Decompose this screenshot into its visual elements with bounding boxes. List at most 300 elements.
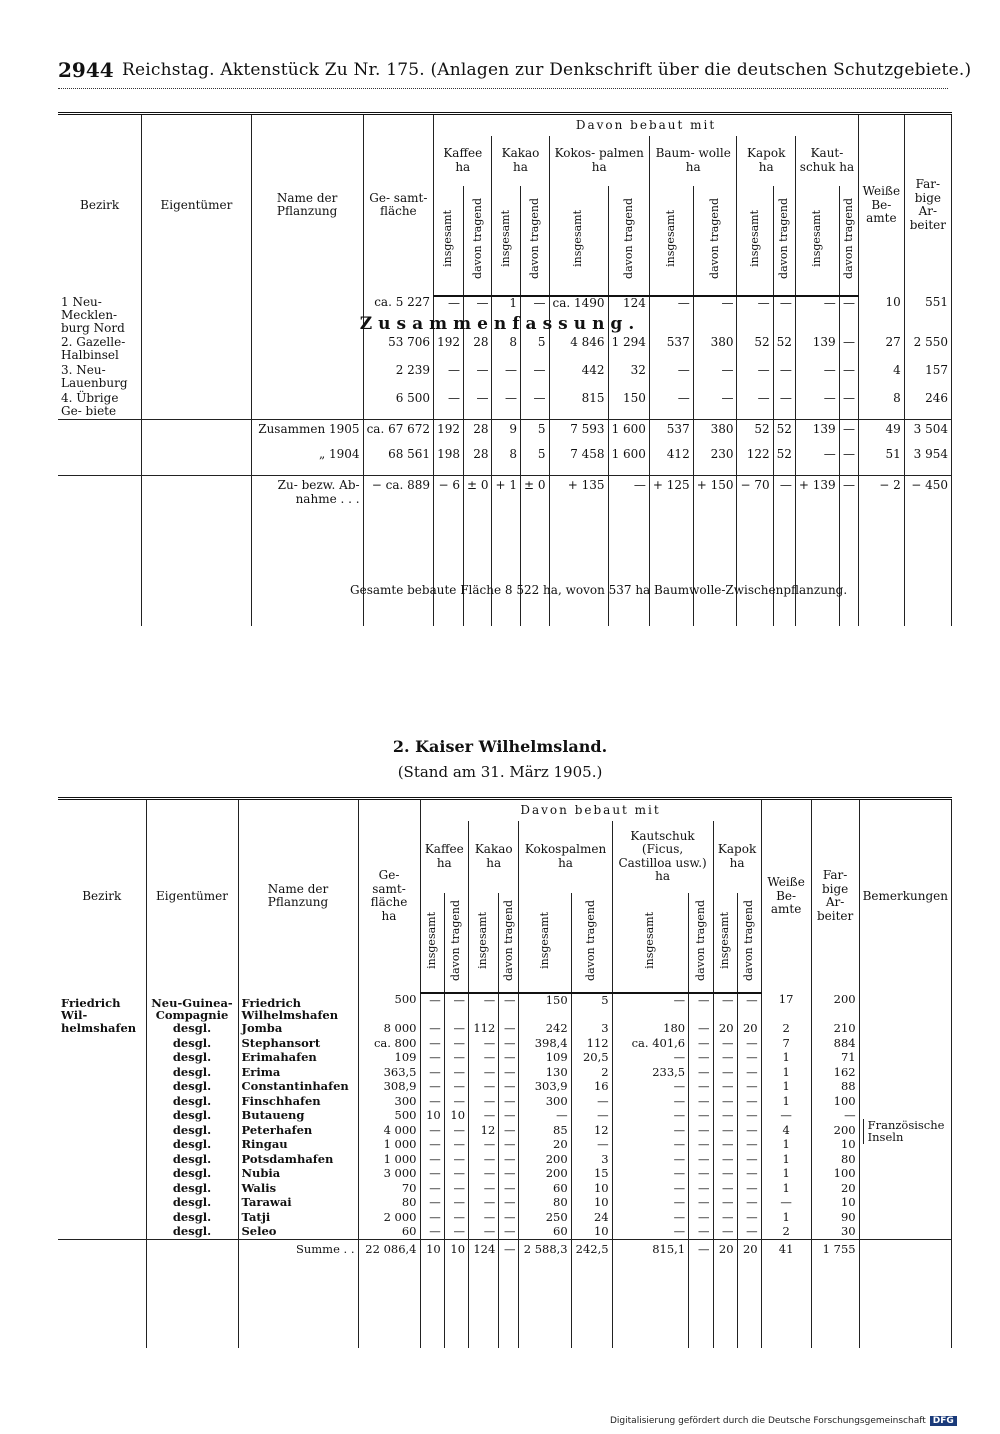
value-cell: 20 bbox=[713, 1240, 737, 1256]
gesamt-cell: 4 000 bbox=[358, 1124, 420, 1139]
filler-cell bbox=[904, 506, 951, 626]
value-cell: 2 588,3 bbox=[519, 1240, 571, 1256]
value-cell: 398,4 bbox=[519, 1037, 571, 1052]
value-cell: — bbox=[571, 1095, 612, 1110]
value-cell: — bbox=[444, 1124, 468, 1139]
value-cell: 12 bbox=[571, 1124, 612, 1139]
page-number: 2944 bbox=[58, 58, 114, 82]
col-eigentuemer: Eigentümer bbox=[146, 799, 238, 993]
value-cell: — bbox=[608, 476, 649, 506]
pflanzung-name-cell: Ringau bbox=[238, 1138, 358, 1153]
subheader bbox=[521, 186, 550, 296]
weisse-cell: 1 bbox=[761, 1167, 811, 1182]
subheader-label: insgesamt bbox=[571, 209, 585, 267]
farbige-cell: 246 bbox=[904, 392, 951, 420]
value-cell: — bbox=[689, 1196, 713, 1211]
pflanzung-name-cell: Peterhafen bbox=[238, 1124, 358, 1139]
value-cell: — bbox=[737, 1182, 761, 1197]
value-cell: — bbox=[612, 1109, 689, 1124]
subheader-label: insgesamt bbox=[810, 209, 824, 267]
value-cell: — bbox=[737, 1225, 761, 1240]
filler-cell bbox=[761, 1256, 811, 1348]
value-cell: — bbox=[420, 1066, 444, 1081]
subheader-label: davon tragend bbox=[841, 197, 855, 279]
value-cell: — bbox=[463, 392, 492, 420]
name-cell bbox=[251, 336, 363, 364]
pflanzung-name-cell: Stephansort bbox=[238, 1037, 358, 1052]
farbige-cell: 210 bbox=[811, 1022, 859, 1037]
table-row bbox=[58, 1066, 952, 1081]
weisse-cell: 27 bbox=[859, 336, 905, 364]
value-cell: 60 bbox=[519, 1182, 571, 1197]
value-cell: — bbox=[469, 1182, 499, 1197]
farbige-cell: 200 bbox=[811, 993, 859, 1023]
col-farbige: Far- bige Ar- beiter bbox=[811, 799, 859, 993]
value-cell: — bbox=[737, 1109, 761, 1124]
filler-cell bbox=[58, 506, 142, 626]
value-cell: — bbox=[737, 1124, 761, 1139]
value-cell: + 135 bbox=[549, 476, 608, 506]
value-cell: — bbox=[839, 420, 858, 448]
crop-header: Baum- wolle ha bbox=[649, 136, 737, 186]
gesamt-cell: 308,9 bbox=[358, 1080, 420, 1095]
stand-date: (Stand am 31. März 1905.) bbox=[397, 763, 603, 781]
value-cell: — bbox=[737, 1066, 761, 1081]
value-cell: — bbox=[689, 993, 713, 1023]
table-row bbox=[58, 1153, 952, 1168]
value-cell: — bbox=[463, 364, 492, 392]
value-cell: — bbox=[612, 1196, 689, 1211]
value-cell: 20 bbox=[519, 1138, 571, 1153]
crop-header: Kaffee ha bbox=[434, 136, 492, 186]
value-cell: 10 bbox=[571, 1225, 612, 1240]
farbige-cell: 884 bbox=[811, 1037, 859, 1052]
value-cell: 3 bbox=[571, 1022, 612, 1037]
value-cell: ca. 1490 bbox=[549, 296, 608, 336]
value-cell: — bbox=[434, 296, 464, 336]
value-cell: — bbox=[839, 364, 858, 392]
page-title: Reichstag. Aktenstück Zu Nr. 175. (Anlagen zur Denkschrift über die deutschen Schutzgebiete.) bbox=[122, 60, 972, 80]
bezirk-cell bbox=[58, 1240, 146, 1256]
crop-header: Kokos- palmen ha bbox=[549, 136, 649, 186]
subheader bbox=[571, 893, 612, 993]
value-cell: — bbox=[773, 476, 795, 506]
value-cell: — bbox=[737, 1080, 761, 1095]
filler-cell bbox=[358, 1256, 420, 1348]
value-cell: — bbox=[444, 1182, 468, 1197]
value-cell: 10 bbox=[571, 1196, 612, 1211]
subheader-label: insgesamt bbox=[747, 209, 761, 267]
value-cell: — bbox=[612, 1211, 689, 1226]
value-cell: — bbox=[612, 1124, 689, 1139]
subheader-label: davon tragend bbox=[621, 197, 635, 279]
value-cell: — bbox=[420, 1037, 444, 1052]
gesamt-cell: 2 000 bbox=[358, 1211, 420, 1226]
gesamt-cell: 300 bbox=[358, 1095, 420, 1110]
value-cell: 300 bbox=[519, 1095, 571, 1110]
farbige-cell: 10 bbox=[811, 1196, 859, 1211]
gesamt-cell: ca. 800 bbox=[358, 1037, 420, 1052]
total-label: Zusammen 1905 bbox=[251, 420, 363, 448]
value-cell: — bbox=[420, 1138, 444, 1153]
value-cell: — bbox=[737, 296, 773, 336]
subheader bbox=[773, 186, 795, 296]
value-cell: 8 bbox=[492, 336, 521, 364]
value-cell: — bbox=[649, 364, 693, 392]
value-cell: — bbox=[444, 1153, 468, 1168]
value-cell: 233,5 bbox=[612, 1066, 689, 1081]
value-cell: — bbox=[612, 1051, 689, 1066]
gesamt-cell: ca. 5 227 bbox=[363, 296, 434, 336]
weisse-cell: 1 bbox=[761, 1051, 811, 1066]
farbige-cell: 2 550 bbox=[904, 336, 951, 364]
farbige-cell: 162 bbox=[811, 1066, 859, 1081]
value-cell: — bbox=[689, 1022, 713, 1037]
value-cell: — bbox=[713, 1196, 737, 1211]
farbige-cell: 80 bbox=[811, 1153, 859, 1168]
farbige-cell: 157 bbox=[904, 364, 951, 392]
value-cell: — bbox=[713, 1109, 737, 1124]
filler-cell bbox=[146, 1256, 238, 1348]
value-cell: — bbox=[499, 1225, 519, 1240]
value-cell: — bbox=[434, 364, 464, 392]
summe-label: Summe . . bbox=[238, 1240, 358, 1256]
value-cell: — bbox=[444, 1080, 468, 1095]
value-cell: 150 bbox=[608, 392, 649, 420]
value-cell: 380 bbox=[693, 336, 737, 364]
value-cell: — bbox=[469, 1080, 499, 1095]
value-cell: — bbox=[713, 1037, 737, 1052]
section-title-kaiser-wilhelmsland: 2. Kaiser Wilhelmsland. bbox=[392, 737, 608, 756]
name-cell bbox=[251, 392, 363, 420]
value-cell: — bbox=[469, 1225, 499, 1240]
value-cell: — bbox=[521, 392, 550, 420]
value-cell: — bbox=[492, 392, 521, 420]
filler-cell bbox=[434, 506, 464, 626]
value-cell: — bbox=[444, 1037, 468, 1052]
value-cell: — bbox=[737, 1167, 761, 1182]
subheader-label: davon tragend bbox=[501, 899, 515, 981]
value-cell: — bbox=[420, 1124, 444, 1139]
value-cell: 242,5 bbox=[571, 1240, 612, 1256]
subheader-label: insgesamt bbox=[441, 209, 455, 267]
value-cell: — bbox=[571, 1109, 612, 1124]
table-row bbox=[58, 1022, 952, 1037]
value-cell: — bbox=[499, 1080, 519, 1095]
value-cell: 20,5 bbox=[571, 1051, 612, 1066]
value-cell: — bbox=[499, 1167, 519, 1182]
eigentuemer-cell: Neu-Guinea- Compagnie bbox=[146, 993, 238, 1023]
farbige-cell: 10 bbox=[811, 1138, 859, 1153]
value-cell: — bbox=[689, 1080, 713, 1095]
eigentuemer-cell bbox=[142, 392, 251, 420]
value-cell: — bbox=[773, 364, 795, 392]
value-cell: − 6 bbox=[434, 476, 464, 506]
weisse-cell: − 2 bbox=[859, 476, 905, 506]
value-cell: 537 bbox=[649, 336, 693, 364]
subheader-label: insgesamt bbox=[424, 911, 438, 969]
gesamt-cell: 53 706 bbox=[363, 336, 434, 364]
pflanzung-name-cell: Tarawai bbox=[238, 1196, 358, 1211]
value-cell: 815,1 bbox=[612, 1240, 689, 1256]
value-cell: 24 bbox=[571, 1211, 612, 1226]
page-header bbox=[58, 58, 972, 90]
subheader bbox=[737, 893, 761, 993]
bezirk-cell: 2. Gazelle- Halbinsel bbox=[58, 336, 142, 364]
subheader-label: insgesamt bbox=[717, 911, 731, 969]
value-cell: 7 458 bbox=[549, 448, 608, 476]
eigentuemer-cell: desgl. bbox=[146, 1066, 238, 1081]
value-cell: — bbox=[737, 993, 761, 1023]
crop-header: Kapok ha bbox=[737, 136, 795, 186]
filler-cell bbox=[519, 1256, 571, 1348]
value-cell: 815 bbox=[549, 392, 608, 420]
value-cell: — bbox=[795, 364, 839, 392]
summary-table bbox=[58, 112, 952, 626]
col-bemerkungen: Bemerkungen bbox=[859, 799, 951, 993]
gesamt-cell: ca. 67 672 bbox=[363, 420, 434, 448]
value-cell: 537 bbox=[649, 420, 693, 448]
farbige-cell: 90 bbox=[811, 1211, 859, 1226]
dfg-logo: DFG bbox=[930, 1416, 957, 1426]
filler-cell bbox=[142, 506, 251, 626]
value-cell: 200 bbox=[519, 1167, 571, 1182]
value-cell: — bbox=[689, 1153, 713, 1168]
weisse-cell: 51 bbox=[859, 448, 905, 476]
table-row bbox=[58, 993, 952, 1023]
value-cell: — bbox=[773, 392, 795, 420]
value-cell: ± 0 bbox=[463, 476, 492, 506]
value-cell: — bbox=[795, 392, 839, 420]
bemerkungen-cell bbox=[859, 1240, 951, 1256]
subheader-label: insgesamt bbox=[476, 911, 490, 969]
eigentuemer-cell: desgl. bbox=[146, 1051, 238, 1066]
value-cell: — bbox=[839, 392, 858, 420]
subheader bbox=[469, 893, 499, 993]
value-cell: 16 bbox=[571, 1080, 612, 1095]
col-weisse: Weiße Be- amte bbox=[859, 114, 905, 296]
gesamt-cell: 109 bbox=[358, 1051, 420, 1066]
subheader bbox=[839, 186, 858, 296]
value-cell: — bbox=[713, 1080, 737, 1095]
value-cell: — bbox=[839, 476, 858, 506]
value-cell: — bbox=[444, 1138, 468, 1153]
eigentuemer-cell: desgl. bbox=[146, 1182, 238, 1197]
value-cell: — bbox=[444, 1167, 468, 1182]
value-cell: 139 bbox=[795, 336, 839, 364]
value-cell: — bbox=[444, 993, 468, 1023]
value-cell: 28 bbox=[463, 448, 492, 476]
filler-cell bbox=[549, 506, 608, 626]
value-cell: — bbox=[420, 1196, 444, 1211]
value-cell: 1 294 bbox=[608, 336, 649, 364]
weisse-cell: 1 bbox=[761, 1066, 811, 1081]
value-cell: — bbox=[612, 993, 689, 1023]
value-cell: 109 bbox=[519, 1051, 571, 1066]
col-bezirk: Bezirk bbox=[58, 114, 142, 296]
weisse-cell: 1 bbox=[761, 1182, 811, 1197]
filler-row bbox=[58, 506, 952, 626]
value-cell: 250 bbox=[519, 1211, 571, 1226]
value-cell: — bbox=[693, 296, 737, 336]
value-cell: — bbox=[612, 1080, 689, 1095]
value-cell: — bbox=[420, 1080, 444, 1095]
subheader-label: insgesamt bbox=[643, 911, 657, 969]
value-cell: 9 bbox=[492, 420, 521, 448]
subheader-label: davon tragend bbox=[693, 899, 707, 981]
value-cell: — bbox=[737, 1051, 761, 1066]
value-cell: — bbox=[713, 1211, 737, 1226]
value-cell: — bbox=[469, 1196, 499, 1211]
table-row bbox=[58, 1211, 952, 1226]
gesamt-cell: 8 000 bbox=[358, 1022, 420, 1037]
filler-cell bbox=[463, 506, 492, 626]
value-cell: — bbox=[420, 1095, 444, 1110]
value-cell: 10 bbox=[571, 1182, 612, 1197]
value-cell: 124 bbox=[608, 296, 649, 336]
table-row bbox=[58, 1051, 952, 1066]
gesamt-cell: 2 239 bbox=[363, 364, 434, 392]
eigentuemer-cell bbox=[142, 476, 251, 506]
value-cell: 1 bbox=[492, 296, 521, 336]
value-cell: 52 bbox=[737, 420, 773, 448]
value-cell: — bbox=[499, 993, 519, 1023]
value-cell: — bbox=[713, 1124, 737, 1139]
crop-header: Kapok ha bbox=[713, 821, 761, 893]
pflanzung-name-cell: Nubia bbox=[238, 1167, 358, 1182]
value-cell: 192 bbox=[434, 420, 464, 448]
farbige-cell: 3 504 bbox=[904, 420, 951, 448]
filler-cell bbox=[737, 506, 773, 626]
value-cell: 20 bbox=[737, 1022, 761, 1037]
crop-header: Kakao ha bbox=[492, 136, 549, 186]
value-cell: — bbox=[492, 364, 521, 392]
subheader bbox=[519, 893, 571, 993]
value-cell: 380 bbox=[693, 420, 737, 448]
eigentuemer-cell: desgl. bbox=[146, 1153, 238, 1168]
value-cell: — bbox=[737, 1211, 761, 1226]
value-cell: — bbox=[499, 1037, 519, 1052]
value-cell: — bbox=[773, 296, 795, 336]
value-cell: — bbox=[737, 392, 773, 420]
value-cell: 20 bbox=[737, 1240, 761, 1256]
filler-cell bbox=[58, 1256, 146, 1348]
weisse-cell: — bbox=[761, 1196, 811, 1211]
value-cell: 7 593 bbox=[549, 420, 608, 448]
value-cell: 112 bbox=[571, 1037, 612, 1052]
weisse-cell: 1 bbox=[761, 1138, 811, 1153]
value-cell: 5 bbox=[521, 336, 550, 364]
total-label: Zu- bezw. Ab- nahme . . . bbox=[251, 476, 363, 506]
filler-cell bbox=[499, 1256, 519, 1348]
value-cell: — bbox=[713, 1051, 737, 1066]
gesamt-cell: 6 500 bbox=[363, 392, 434, 420]
farbige-cell: 71 bbox=[811, 1051, 859, 1066]
davon-bebaut-header: Davon bebaut mit bbox=[434, 114, 859, 136]
weisse-cell: 17 bbox=[761, 993, 811, 1023]
subheader bbox=[649, 186, 693, 296]
filler-cell bbox=[444, 1256, 468, 1348]
subheader-label: davon tragend bbox=[707, 197, 721, 279]
value-cell: — bbox=[689, 1037, 713, 1052]
value-cell: — bbox=[420, 1225, 444, 1240]
total-label: „ 1904 bbox=[251, 448, 363, 476]
value-cell: — bbox=[713, 1095, 737, 1110]
subheader-label: davon tragend bbox=[584, 899, 598, 981]
bezirk-cell: Friedrich Wil- helmshafen bbox=[58, 993, 146, 1240]
table-row bbox=[58, 1037, 952, 1052]
value-cell: — bbox=[612, 1095, 689, 1110]
value-cell: — bbox=[689, 1095, 713, 1110]
subheader bbox=[549, 186, 608, 296]
farbige-cell: 88 bbox=[811, 1080, 859, 1095]
value-cell: 12 bbox=[469, 1124, 499, 1139]
farbige-cell: 3 954 bbox=[904, 448, 951, 476]
value-cell: 303,9 bbox=[519, 1080, 571, 1095]
bezirk-cell: 1 Neu-Mecklen- burg Nord bbox=[58, 296, 142, 336]
gesamt-cell: 80 bbox=[358, 1196, 420, 1211]
subheader bbox=[689, 893, 713, 993]
value-cell: — bbox=[521, 364, 550, 392]
table-row bbox=[58, 336, 952, 364]
value-cell: — bbox=[713, 1182, 737, 1197]
value-cell: — bbox=[612, 1138, 689, 1153]
value-cell: 139 bbox=[795, 420, 839, 448]
value-cell: — bbox=[737, 1037, 761, 1052]
subheader bbox=[420, 893, 444, 993]
subheader bbox=[492, 186, 521, 296]
value-cell: 52 bbox=[737, 336, 773, 364]
pflanzung-name-cell: Walis bbox=[238, 1182, 358, 1197]
value-cell: — bbox=[737, 1138, 761, 1153]
value-cell: 60 bbox=[519, 1225, 571, 1240]
table-row bbox=[58, 364, 952, 392]
value-cell: — bbox=[499, 1182, 519, 1197]
subheader bbox=[463, 186, 492, 296]
value-cell: 130 bbox=[519, 1066, 571, 1081]
eigentuemer-cell bbox=[142, 420, 251, 448]
value-cell: 150 bbox=[519, 993, 571, 1023]
filler-cell bbox=[737, 1256, 761, 1348]
value-cell: — bbox=[499, 1124, 519, 1139]
value-cell: — bbox=[737, 364, 773, 392]
subheader-label: insgesamt bbox=[664, 209, 678, 267]
eigentuemer-cell: desgl. bbox=[146, 1138, 238, 1153]
table-row bbox=[58, 392, 952, 420]
eigentuemer-cell: desgl. bbox=[146, 1211, 238, 1226]
remark-text: Französische Inseln bbox=[863, 1119, 948, 1145]
value-cell: 85 bbox=[519, 1124, 571, 1139]
filler-cell bbox=[859, 1256, 951, 1348]
filler-cell bbox=[420, 1256, 444, 1348]
farbige-cell: 100 bbox=[811, 1095, 859, 1110]
table-row bbox=[58, 1109, 952, 1124]
value-cell: — bbox=[689, 1124, 713, 1139]
eigentuemer-cell: desgl. bbox=[146, 1095, 238, 1110]
value-cell: — bbox=[499, 1051, 519, 1066]
filler-cell bbox=[521, 506, 550, 626]
value-cell: 15 bbox=[571, 1167, 612, 1182]
value-cell: ± 0 bbox=[521, 476, 550, 506]
summe-row bbox=[58, 1240, 952, 1256]
pflanzung-name-cell: Seleo bbox=[238, 1225, 358, 1240]
value-cell: 10 bbox=[444, 1109, 468, 1124]
value-cell: — bbox=[499, 1240, 519, 1256]
col-name: Name der Pflanzung bbox=[251, 114, 363, 296]
value-cell: 8 bbox=[492, 448, 521, 476]
pflanzung-name-cell: Erima bbox=[238, 1066, 358, 1081]
filler-cell bbox=[363, 506, 434, 626]
